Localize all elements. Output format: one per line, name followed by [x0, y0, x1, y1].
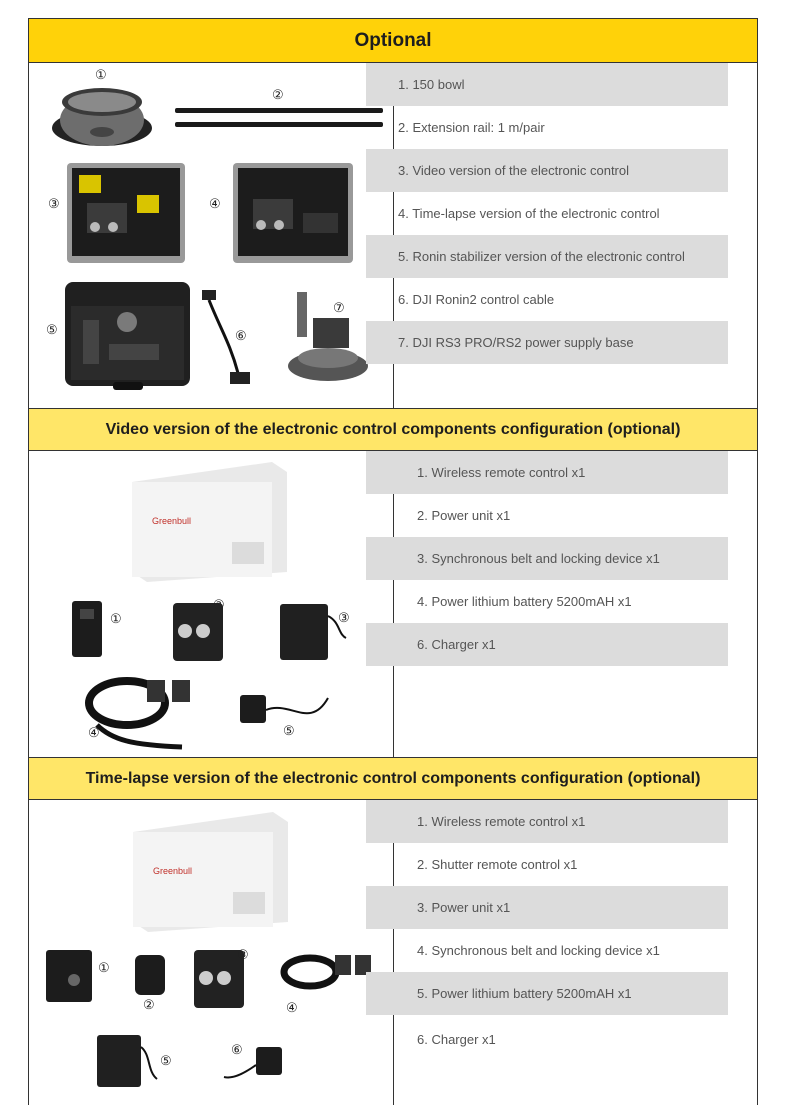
marker-remote: ① — [110, 611, 122, 626]
list-item: 4. Time-lapse version of the electronic control — [398, 206, 660, 221]
list-item: 5. Ronin stabilizer version of the electronic control — [366, 235, 728, 278]
timelapse-remote-image — [46, 950, 94, 1004]
belt-image — [82, 675, 202, 750]
marker-ronin-case: ⑤ — [46, 322, 58, 337]
list-item: 5. Power lithium battery 5200mAH x1 — [366, 972, 728, 1015]
marker-video-case: ③ — [48, 196, 60, 211]
list-item: 3. Power unit x1 — [366, 886, 728, 929]
marker-bowl: ① — [95, 67, 107, 82]
marker-rail: ② — [272, 87, 284, 102]
timelapse-product-box-image — [133, 812, 288, 932]
marker-ronin-cable: ⑥ — [235, 328, 247, 343]
timelapse-battery-image — [97, 1035, 159, 1090]
list-item: 6. Charger x1 — [366, 623, 728, 666]
list-item: 1. Wireless remote control x1 — [366, 451, 728, 494]
list-item: 4. Power lithium battery 5200mAH x1 — [417, 594, 632, 609]
list-item: 4. Synchronous belt and locking device x1 — [417, 943, 660, 958]
ronin-control-case-image — [65, 282, 190, 392]
marker-ts-charger: ⑥ — [231, 1042, 243, 1057]
list-item: 7. DJI RS3 PRO/RS2 power supply base — [366, 321, 728, 364]
marker-timelapse-case: ④ — [209, 196, 221, 211]
extension-rail-image — [175, 106, 385, 131]
marker-battery: ③ — [338, 610, 350, 625]
wireless-remote-image — [72, 601, 106, 659]
marker-ts-battery: ⑤ — [160, 1053, 172, 1068]
marker-ts-power-unit: ③ — [237, 947, 249, 962]
ronin2-cable-image — [200, 288, 260, 393]
list-item: 3. Video version of the electronic control — [366, 149, 728, 192]
video-control-case-image — [67, 163, 185, 263]
box-brand-logo: Greenbull — [152, 516, 192, 526]
section-title-timelapse: Time-lapse version of the electronic control components configuration (optional) — [28, 757, 758, 800]
list-item: 3. Synchronous belt and locking device x1 — [366, 537, 728, 580]
marker-ts-remote: ① — [98, 960, 110, 975]
marker-power-unit: ② — [213, 597, 225, 612]
shutter-remote-image — [135, 951, 167, 997]
list-item: 6. Charger x1 — [417, 1031, 496, 1047]
list-item: 2. Extension rail: 1 m/pair — [398, 120, 545, 135]
marker-ts-belt: ④ — [286, 1000, 298, 1015]
section-title-optional: Optional — [28, 18, 758, 63]
list-item: 6. DJI Ronin2 control cable — [398, 292, 555, 307]
marker-belt: ④ — [88, 725, 100, 740]
marker-charger: ⑤ — [283, 723, 295, 738]
list-item: 1. 150 bowl — [366, 63, 728, 106]
list-item: 2. Power unit x1 — [417, 508, 511, 523]
section-title-video: Video version of the electronic control components configuration (optional) — [28, 408, 758, 451]
video-product-box-image — [132, 462, 287, 582]
marker-power-base: ⑦ — [333, 300, 345, 315]
list-item: 1. Wireless remote control x1 — [366, 800, 728, 843]
bowl-image — [50, 80, 155, 155]
power-unit-image — [165, 603, 237, 663]
timelapse-control-case-image — [233, 163, 353, 263]
list-item: 2. Shutter remote control x1 — [417, 857, 578, 872]
box-brand-logo: Greenbull — [153, 866, 193, 876]
power-supply-base-image — [283, 288, 373, 388]
marker-ts-shutter: ② — [143, 997, 155, 1012]
